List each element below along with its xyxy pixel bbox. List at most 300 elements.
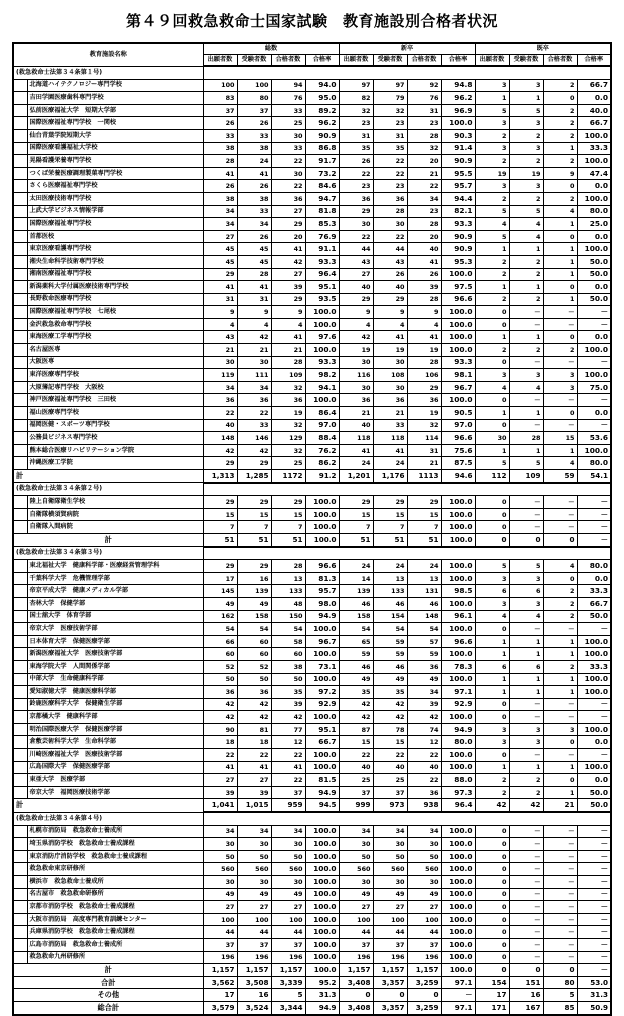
count-cell: 1,157 xyxy=(339,964,373,977)
count-cell: 37 xyxy=(373,786,407,799)
pass-rate-cell: 100.0 xyxy=(305,938,339,951)
count-cell: 5 xyxy=(475,560,509,573)
count-cell: 30 xyxy=(203,356,237,369)
count-cell: 30 xyxy=(475,432,509,445)
count-cell: 30 xyxy=(271,129,305,142)
table-row xyxy=(13,951,611,964)
count-cell: － xyxy=(509,521,543,534)
count-cell: 78 xyxy=(373,723,407,736)
table-row xyxy=(13,79,611,92)
indent-cell xyxy=(13,610,27,623)
count-cell: 3,357 xyxy=(373,976,407,989)
count-cell: 5 xyxy=(475,457,509,470)
pass-rate-cell: － xyxy=(577,850,611,863)
count-cell: 100 xyxy=(339,913,373,926)
count-cell: 51 xyxy=(271,533,305,546)
count-cell: 50 xyxy=(203,850,237,863)
pass-rate-cell: 100.0 xyxy=(441,951,475,964)
count-cell: 25 xyxy=(271,457,305,470)
count-cell: 3,408 xyxy=(339,976,373,989)
count-cell: 49 xyxy=(407,888,441,901)
count-cell: 34 xyxy=(237,825,271,838)
count-cell: 22 xyxy=(339,167,373,180)
count-cell: 22 xyxy=(203,749,237,762)
count-cell: 42 xyxy=(203,711,237,724)
pass-rate-cell: 94.6 xyxy=(441,470,475,483)
pass-rate-cell: 66.7 xyxy=(577,79,611,92)
count-cell: 58 xyxy=(271,635,305,648)
count-cell: 22 xyxy=(407,774,441,787)
count-cell: 28 xyxy=(509,432,543,445)
pass-rate-cell: 100.0 xyxy=(305,761,339,774)
institution-name: 国際医療看護福祉大学校 xyxy=(27,142,203,155)
table-row xyxy=(13,572,611,585)
count-cell: 34 xyxy=(203,381,237,394)
count-cell: 77 xyxy=(271,723,305,736)
count-cell: 1 xyxy=(543,686,577,699)
count-cell: 35 xyxy=(373,686,407,699)
count-cell: － xyxy=(509,356,543,369)
count-cell: 100 xyxy=(271,913,305,926)
table-row xyxy=(13,825,611,838)
table-row xyxy=(13,268,611,281)
count-cell: 3 xyxy=(509,142,543,155)
pass-rate-cell: 100.0 xyxy=(305,648,339,661)
header-sub-pass-rate: 合格率 xyxy=(305,55,339,67)
count-cell: 30 xyxy=(203,838,237,851)
indent-cell xyxy=(13,293,27,306)
institution-name: 太田医療技術専門学校 xyxy=(27,192,203,205)
institution-name: 熊本総合医療リハビリテーション学院 xyxy=(27,444,203,457)
pass-rate-cell: 100.0 xyxy=(577,723,611,736)
count-cell: － xyxy=(543,938,577,951)
pass-rate-cell: 96.9 xyxy=(441,104,475,117)
count-cell: 36 xyxy=(203,394,237,407)
count-cell: 3 xyxy=(475,736,509,749)
count-cell: 0 xyxy=(543,572,577,585)
count-cell: 80 xyxy=(237,92,271,105)
count-cell: 35 xyxy=(339,686,373,699)
table-row xyxy=(13,444,611,457)
count-cell: 9 xyxy=(543,167,577,180)
count-cell: 19 xyxy=(339,344,373,357)
institution-name: 金沢救急救命専門学校 xyxy=(27,318,203,331)
pass-rate-cell: － xyxy=(577,825,611,838)
count-cell: 21 xyxy=(237,344,271,357)
count-cell: － xyxy=(509,850,543,863)
count-cell: 9 xyxy=(407,306,441,319)
count-cell: 1,157 xyxy=(407,964,441,977)
pass-rate-cell: 100.0 xyxy=(305,711,339,724)
count-cell: 54 xyxy=(203,623,237,636)
section-blank xyxy=(203,66,611,79)
count-cell: － xyxy=(543,623,577,636)
header-sub-applicants: 出願者数 xyxy=(339,55,373,67)
pass-rate-cell: 100.0 xyxy=(305,318,339,331)
pass-rate-cell: 93.3 xyxy=(441,356,475,369)
pass-rate-cell: 84.6 xyxy=(305,180,339,193)
pass-rate-cell: 94.5 xyxy=(305,799,339,812)
count-cell: 36 xyxy=(339,394,373,407)
count-cell: 2 xyxy=(509,255,543,268)
count-cell: 59 xyxy=(407,648,441,661)
count-cell: 34 xyxy=(203,825,237,838)
count-cell: 29 xyxy=(373,293,407,306)
table-row xyxy=(13,774,611,787)
count-cell: 30 xyxy=(271,876,305,889)
pass-rate-cell: 100.0 xyxy=(577,129,611,142)
count-cell: 31 xyxy=(203,293,237,306)
pass-rate-cell: － xyxy=(441,989,475,1002)
count-cell: 50 xyxy=(271,850,305,863)
pass-rate-cell: 97.3 xyxy=(441,786,475,799)
count-cell: 26 xyxy=(203,117,237,130)
pass-rate-cell: 94.9 xyxy=(305,610,339,623)
count-cell: 2 xyxy=(543,155,577,168)
count-cell: 30 xyxy=(339,218,373,231)
count-cell: 42 xyxy=(271,255,305,268)
count-cell: 0 xyxy=(543,92,577,105)
pass-rate-cell: 75.6 xyxy=(441,444,475,457)
count-cell: 158 xyxy=(339,610,373,623)
count-cell: 24 xyxy=(407,560,441,573)
count-cell: － xyxy=(509,926,543,939)
count-cell: 44 xyxy=(271,926,305,939)
count-cell: － xyxy=(509,698,543,711)
count-cell: 30 xyxy=(271,167,305,180)
pass-rate-cell: 96.7 xyxy=(305,635,339,648)
section-label: (救急救命士法第３４条第４号) xyxy=(13,812,203,825)
count-cell: 32 xyxy=(373,104,407,117)
pass-rate-cell: 53.0 xyxy=(577,976,611,989)
institution-name: 国際医療福祉専門学校 七尾校 xyxy=(27,306,203,319)
count-cell: 999 xyxy=(339,799,373,812)
count-cell: 42 xyxy=(271,711,305,724)
count-cell: 28 xyxy=(203,155,237,168)
count-cell: 560 xyxy=(373,863,407,876)
count-cell: 1 xyxy=(509,281,543,294)
count-cell: 133 xyxy=(373,585,407,598)
indent-cell xyxy=(13,356,27,369)
institution-name: 吉田学園医療歯科専門学校 xyxy=(27,92,203,105)
table-row xyxy=(13,205,611,218)
count-cell: 26 xyxy=(237,117,271,130)
section-header-row xyxy=(13,66,611,79)
count-cell: 33 xyxy=(237,205,271,218)
table-row xyxy=(13,230,611,243)
count-cell: 4 xyxy=(271,318,305,331)
count-cell: 40 xyxy=(339,281,373,294)
count-cell: 46 xyxy=(339,660,373,673)
pass-rate-cell: 86.4 xyxy=(305,407,339,420)
indent-cell xyxy=(13,938,27,951)
pass-rate-cell: 0.0 xyxy=(577,281,611,294)
count-cell: 1 xyxy=(509,686,543,699)
count-cell: 49 xyxy=(373,673,407,686)
count-cell: 97 xyxy=(339,79,373,92)
table-row xyxy=(13,142,611,155)
count-cell: 119 xyxy=(203,369,237,382)
count-cell: 36 xyxy=(203,686,237,699)
indent-cell xyxy=(13,432,27,445)
pass-rate-cell: － xyxy=(577,698,611,711)
count-cell: 52 xyxy=(203,660,237,673)
count-cell: 41 xyxy=(203,281,237,294)
count-cell: 49 xyxy=(203,597,237,610)
indent-cell xyxy=(13,218,27,231)
total-label: 計 xyxy=(13,799,203,812)
count-cell: 19 xyxy=(475,167,509,180)
institution-name: 国際医療福祉専門学校 xyxy=(27,218,203,231)
count-cell: 1172 xyxy=(271,470,305,483)
pass-rate-cell: 100.0 xyxy=(305,344,339,357)
pass-rate-cell: 81.8 xyxy=(305,205,339,218)
pass-rate-cell: 100.0 xyxy=(305,926,339,939)
count-cell: 39 xyxy=(271,698,305,711)
pass-rate-cell: 90.5 xyxy=(441,407,475,420)
count-cell: 4 xyxy=(543,560,577,573)
count-cell: 0 xyxy=(339,989,373,1002)
count-cell: 3,259 xyxy=(407,1001,441,1014)
count-cell: 42 xyxy=(373,698,407,711)
count-cell: 13 xyxy=(407,572,441,585)
count-cell: 1 xyxy=(543,218,577,231)
pass-rate-cell: 75.0 xyxy=(577,381,611,394)
count-cell: 3,408 xyxy=(339,1001,373,1014)
count-cell: 19 xyxy=(407,344,441,357)
count-cell: 39 xyxy=(271,281,305,294)
count-cell: 29 xyxy=(271,218,305,231)
count-cell: 90 xyxy=(203,723,237,736)
indent-cell xyxy=(13,913,27,926)
table-row xyxy=(13,686,611,699)
table-row xyxy=(13,419,611,432)
pass-rate-cell: 96.4 xyxy=(305,268,339,281)
table-row xyxy=(13,117,611,130)
count-cell: 44 xyxy=(237,926,271,939)
table-row xyxy=(13,521,611,534)
table-row xyxy=(13,508,611,521)
institution-name: 神戸医療福祉専門学校 三田校 xyxy=(27,394,203,407)
count-cell: 1 xyxy=(509,761,543,774)
institution-name: 杏林大学 保健学部 xyxy=(27,597,203,610)
count-cell: 74 xyxy=(407,723,441,736)
count-cell: － xyxy=(509,825,543,838)
count-cell: 29 xyxy=(339,205,373,218)
pass-rate-cell: 50.0 xyxy=(577,799,611,812)
count-cell: 0 xyxy=(543,180,577,193)
count-cell: 25 xyxy=(373,774,407,787)
indent-cell xyxy=(13,698,27,711)
count-cell: 1,157 xyxy=(373,964,407,977)
count-cell: 30 xyxy=(339,356,373,369)
count-cell: 23 xyxy=(339,180,373,193)
table-row xyxy=(13,407,611,420)
pass-rate-cell: 97.1 xyxy=(441,1001,475,1014)
table-row xyxy=(13,331,611,344)
count-cell: － xyxy=(509,623,543,636)
pass-rate-cell: 91.4 xyxy=(441,142,475,155)
indent-cell xyxy=(13,648,27,661)
count-cell: 0 xyxy=(407,989,441,1002)
count-cell: 0 xyxy=(543,281,577,294)
count-cell: 12 xyxy=(271,736,305,749)
pass-rate-cell: 78.3 xyxy=(441,660,475,673)
institution-name: 大阪市消防局 高度専門教育訓練センター xyxy=(27,913,203,926)
count-cell: 118 xyxy=(339,432,373,445)
count-cell: 46 xyxy=(373,597,407,610)
count-cell: 196 xyxy=(339,951,373,964)
count-cell: 15 xyxy=(543,432,577,445)
count-cell: 7 xyxy=(203,521,237,534)
count-cell: 27 xyxy=(271,268,305,281)
pass-rate-cell: 100.0 xyxy=(441,306,475,319)
count-cell: 59 xyxy=(543,470,577,483)
count-cell: 37 xyxy=(339,938,373,951)
count-cell: 27 xyxy=(373,901,407,914)
count-cell: 42 xyxy=(203,698,237,711)
count-cell: 3,357 xyxy=(373,1001,407,1014)
count-cell: 42 xyxy=(237,444,271,457)
count-cell: 41 xyxy=(203,761,237,774)
count-cell: 3 xyxy=(475,572,509,585)
pass-rate-cell: － xyxy=(577,863,611,876)
count-cell: 15 xyxy=(407,508,441,521)
count-cell: 19 xyxy=(407,407,441,420)
count-cell: 2 xyxy=(543,117,577,130)
count-cell: 52 xyxy=(237,660,271,673)
institution-name: 鈴鹿医療科学大学 保健衛生学部 xyxy=(27,698,203,711)
count-cell: 29 xyxy=(237,496,271,509)
count-cell: 38 xyxy=(203,192,237,205)
count-cell: 9 xyxy=(237,306,271,319)
count-cell: 5 xyxy=(271,989,305,1002)
institution-name: 東海医療工学専門学校 xyxy=(27,331,203,344)
count-cell: 7 xyxy=(237,521,271,534)
pass-rate-cell: 80.0 xyxy=(577,457,611,470)
indent-cell xyxy=(13,496,27,509)
count-cell: 16 xyxy=(237,989,271,1002)
header-sub-examinees: 受験者数 xyxy=(373,55,407,67)
pass-rate-cell: 86.8 xyxy=(305,142,339,155)
count-cell: 196 xyxy=(271,951,305,964)
pass-rate-cell: 100.0 xyxy=(305,496,339,509)
pass-rate-cell: 92.9 xyxy=(305,698,339,711)
count-cell: 0 xyxy=(475,951,509,964)
pass-rate-cell: 100.0 xyxy=(577,648,611,661)
count-cell: 36 xyxy=(373,394,407,407)
indent-cell xyxy=(13,560,27,573)
pass-rate-cell: 100.0 xyxy=(305,623,339,636)
pass-rate-cell: 94.1 xyxy=(305,381,339,394)
table-row xyxy=(13,736,611,749)
pass-rate-cell: 100.0 xyxy=(305,863,339,876)
count-cell: 145 xyxy=(203,585,237,598)
count-cell: － xyxy=(509,496,543,509)
pass-rate-cell: 90.9 xyxy=(441,243,475,256)
pass-rate-cell: 90.9 xyxy=(441,230,475,243)
pass-rate-cell: 100.0 xyxy=(441,863,475,876)
count-cell: 25 xyxy=(271,117,305,130)
indent-cell xyxy=(13,419,27,432)
count-cell: 49 xyxy=(271,888,305,901)
pass-rate-cell: 100.0 xyxy=(441,761,475,774)
pass-rate-cell: 89.2 xyxy=(305,104,339,117)
count-cell: － xyxy=(543,521,577,534)
count-cell: 36 xyxy=(271,192,305,205)
count-cell: 16 xyxy=(237,572,271,585)
pass-rate-cell: 0.0 xyxy=(577,736,611,749)
count-cell: 171 xyxy=(475,1001,509,1014)
pass-rate-cell: － xyxy=(577,711,611,724)
institution-name: 自衛隊入間病院 xyxy=(27,521,203,534)
count-cell: 4 xyxy=(475,218,509,231)
count-cell: 37 xyxy=(339,786,373,799)
count-cell: 3,562 xyxy=(203,976,237,989)
institution-name: 仙台青葉学院短期大学 xyxy=(27,129,203,142)
count-cell: 21 xyxy=(407,167,441,180)
count-cell: 66 xyxy=(203,635,237,648)
indent-cell xyxy=(13,508,27,521)
count-cell: 13 xyxy=(271,572,305,585)
count-cell: 31 xyxy=(373,129,407,142)
count-cell: 60 xyxy=(271,648,305,661)
count-cell: 2 xyxy=(543,597,577,610)
indent-cell xyxy=(13,838,27,851)
count-cell: 560 xyxy=(203,863,237,876)
count-cell: 30 xyxy=(339,876,373,889)
count-cell: 5 xyxy=(475,104,509,117)
pass-rate-cell: 0.0 xyxy=(577,572,611,585)
count-cell: 31 xyxy=(339,129,373,142)
count-cell: － xyxy=(509,901,543,914)
pass-rate-cell: 86.2 xyxy=(305,457,339,470)
count-cell: 29 xyxy=(237,457,271,470)
table-row xyxy=(13,129,611,142)
pass-rate-cell: 50.0 xyxy=(577,268,611,281)
count-cell: 22 xyxy=(271,155,305,168)
pass-rate-cell: 100.0 xyxy=(441,318,475,331)
count-cell: 49 xyxy=(407,673,441,686)
count-cell: 22 xyxy=(339,230,373,243)
institution-name: 広島市消防局 救急救命士養成所 xyxy=(27,938,203,951)
count-cell: 27 xyxy=(237,901,271,914)
count-cell: 41 xyxy=(407,331,441,344)
summary-label: 総合計 xyxy=(13,1001,203,1014)
indent-cell xyxy=(13,850,27,863)
pass-rate-cell: 93.3 xyxy=(305,255,339,268)
count-cell: 28 xyxy=(271,560,305,573)
pass-rate-cell: 31.3 xyxy=(577,989,611,1002)
institution-name: 国士舘大学 体育学部 xyxy=(27,610,203,623)
institution-name: 東洋医療専門学校 xyxy=(27,369,203,382)
count-cell: 27 xyxy=(203,230,237,243)
table-row xyxy=(13,318,611,331)
count-cell: 27 xyxy=(407,901,441,914)
indent-cell xyxy=(13,230,27,243)
pass-rate-cell: 97.0 xyxy=(441,419,475,432)
count-cell: 43 xyxy=(203,331,237,344)
indent-cell xyxy=(13,723,27,736)
pass-rate-cell: 33.3 xyxy=(577,660,611,673)
count-cell: 22 xyxy=(237,749,271,762)
pass-rate-cell: 96.6 xyxy=(441,635,475,648)
count-cell: 27 xyxy=(271,205,305,218)
count-cell: 2 xyxy=(475,268,509,281)
table-row xyxy=(13,660,611,673)
table-row xyxy=(13,243,611,256)
header-group-new: 新卒 xyxy=(339,43,475,55)
